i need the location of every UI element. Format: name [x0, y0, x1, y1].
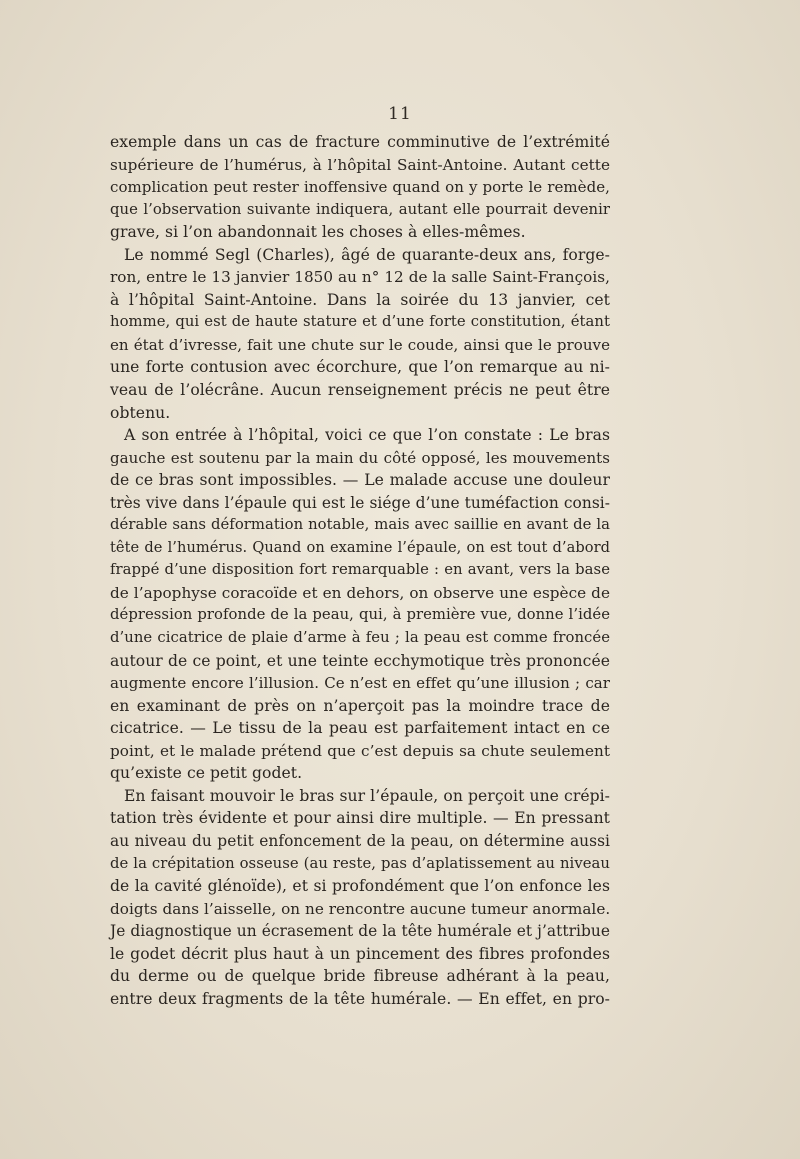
text-line: homme, qui est de haute stature et d’une forte constitution, étant	[110, 313, 610, 331]
text-line: tête de l’humérus. Quand on examine l’épaule, on est tout d’abord	[110, 538, 610, 556]
text-line: en examinant de près on n’aperçoit pas la moindre trace de	[110, 696, 610, 715]
text-line: dépression profonde de la peau, qui, à première vue, donne l’idée	[110, 606, 610, 624]
text-line: une forte contusion avec écorchure, que l’on remarque au ni-	[110, 358, 610, 377]
text-line: doigts dans l’aisselle, on ne rencontre aucune tumeur anormale.	[110, 899, 611, 918]
text-line: de la crépitation osseuse (au reste, pas d’aplatissement au niveau	[110, 854, 610, 872]
text-line: entre deux fragments de la tête humérale. — En effet, en pro-	[110, 989, 610, 1008]
text-line: du derme ou de quelque bride fibreuse adhérant à la peau,	[110, 967, 610, 986]
text-line: veau de l’olécrâne. Aucun renseignement précis ne peut être	[110, 381, 610, 400]
text-line: gauche est soutenu par la main du côté opposé, les mouvements	[110, 448, 610, 467]
text-line: le godet décrit plus haut à un pincement des fibres profondes	[110, 944, 610, 963]
text-line: A son entrée à l’hôpital, voici ce que l’on constate : Le bras	[124, 426, 610, 445]
text-line: Je diagnostique un écrasement de la tête humérale et j’attribue	[110, 922, 610, 941]
page-number: 11	[388, 104, 412, 124]
text-line: point, et le malade prétend que c’est depuis sa chute seulement	[110, 741, 610, 760]
text-line: de l’apophyse coracoïde et en dehors, on observe une espèce de	[110, 583, 610, 602]
text-line: d’une cicatrice de plaie d’arme à feu ; la peau est comme froncée	[110, 629, 610, 647]
text-line: Le nommé Segl (Charles), âgé de quarante-deux ans, forge-	[124, 245, 610, 264]
text-line: de la cavité glénoïde), et si profondément que l’on enfonce les	[110, 877, 610, 896]
text-line: En faisant mouvoir le bras sur l’épaule, on perçoit une crépi-	[124, 786, 610, 805]
text-line: qu’existe ce petit godet.	[110, 764, 303, 783]
text-line: grave, si l’on abandonnait les choses à elles-mêmes.	[110, 223, 526, 242]
text-line: ron, entre le 13 janvier 1850 au n° 12 de la salle Saint-François,	[110, 268, 610, 287]
body-text	[110, 131, 610, 1010]
text-line: très vive dans l’épaule qui est le siége d’une tuméfaction consi-	[110, 493, 610, 512]
text-line: autour de ce point, et une teinte ecchymotique très prononcée	[110, 651, 610, 670]
text-line: tation très évidente et pour ainsi dire multiple. — En pressant	[110, 809, 610, 828]
text-line: de ce bras sont impossibles. — Le malade accuse une douleur	[110, 471, 610, 490]
text-line: que l’observation suivante indiquera, autant elle pourrait devenir	[110, 200, 610, 218]
text-line: dérable sans déformation notable, mais avec saillie en avant de la	[110, 516, 610, 534]
text-line: complication peut rester inoffensive quand on y porte le remède,	[110, 178, 610, 197]
text-line: exemple dans un cas de fracture comminutive de l’extrémité	[110, 133, 610, 151]
text-line: obtenu.	[110, 403, 171, 422]
text-line: à l’hôpital Saint-Antoine. Dans la soirée du 13 janvier, cet	[110, 290, 610, 309]
text-line: cicatrice. — Le tissu de la peau est parfaitement intact en ce	[110, 719, 610, 738]
text-line: supérieure de l’humérus, à l’hôpital Saint-Antoine. Autant cette	[110, 155, 610, 174]
text-line: en état d’ivresse, fait une chute sur le coude, ainsi que le prouve	[110, 335, 610, 354]
text-line: frappé d’une disposition fort remarquable : en avant, vers la base	[110, 561, 610, 579]
text-line: augmente encore l’illusion. Ce n’est en effet qu’une illusion ; car	[110, 674, 610, 693]
text-line: au niveau du petit enfoncement de la peau, on détermine aussi	[110, 831, 610, 850]
